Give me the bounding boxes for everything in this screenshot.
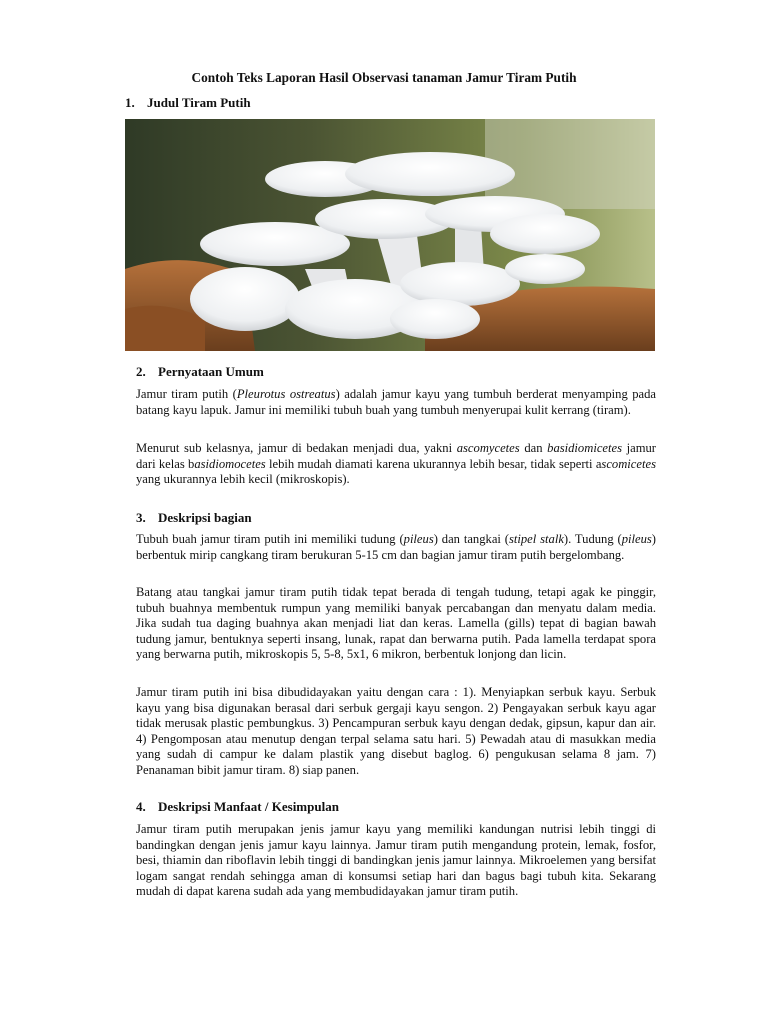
section-heading-4 (136, 799, 339, 815)
section-number: 2. (136, 364, 146, 379)
paragraph-benefits: Jamur tiram putih merupakan jenis jamur kayu yang memiliki kandungan nutrisi lebih tinggi di bandingkan dengan jenis jamur kayu lainnya. Jamur tiram putih mengandung protein, lemak, fosfor, besi, thiamin dan riboflavin lebih tinggi di bandingkan jenis jamur lainnya. Mikroelemen yang bersifat logam sangat rendah sehingga aman di konsumsi setiap hari dan bagus bagi tubuh kita. Sekarang mudah di dapat karena sudah ada yang membudidayakan jamur tiram putih. (136, 822, 656, 899)
paragraph-body-parts: Tubuh buah jamur tiram putih ini memiliki tudung (pileus) dan tangkai (stipel stalk). Tudung (pileus) berbentuk mirip cangkang tiram berukuran 5-15 cm dan bagian jamur tiram putih bergelombang. (136, 532, 656, 562)
section-heading-3 (136, 510, 252, 526)
section-number: 1. (125, 95, 135, 110)
paragraph-stem-lamella: Batang atau tangkai jamur tiram putih tidak tepat berada di tengah tudung, tetapi agak ke pinggir, tubuh buahnya membentuk rumpun yang memiliki banyak percabangan dan menyatu dalam media. Jika sudah tua daging buahnya akan menjadi liat dan keras. Lamella (gills) tepat di bagian bawah tudung jamur, bentuknya seperti insang, lunak, rapat dan berwarna putih. Pada lamella terdapat spora yang berwarna putih, mikroskopis 5, 5-8, 5x1, 6 mikron, berbentuk lonjong dan licin. (136, 585, 656, 662)
mushroom-illustration (125, 119, 655, 351)
paragraph-definition: Jamur tiram putih (Pleurotus ostreatus) adalah jamur kayu yang tumbuh berderat menyamping pada batang kayu lapuk. Jamur ini memiliki tubuh buah yang tumbuh menyerupai kulit kerrang (tiram). (136, 387, 656, 417)
oyster-mushroom-photo (125, 119, 655, 351)
section-number: 3. (136, 510, 146, 525)
section-heading-1 (125, 95, 251, 111)
section-title: Deskripsi bagian (158, 510, 252, 525)
paragraph-cultivation: Jamur tiram putih ini bisa dibudidayakan yaitu dengan cara : 1). Menyiapkan serbuk kayu. Serbuk kayu yang bisa digunakan berasal dari serbuk gergaji kayu sengon. 2) Pengayakan serbuk kayu agar tidak merusak plastic pembungkus. 3) Pencampuran serbuk kayu dengan dedak, gipsun, kapur dan air. 4) Pengomposan atau menutup dengan terpal selama satu hari. 5) Pewadah atau di masukkan media yang sudah di campur ke dalam plastik yang disebut baglog. 6) pengukusan selama 8 jam. 7) Penanaman bibit jamur tiram. 8) siap panen. (136, 685, 656, 777)
scientific-name: Pleurotus ostreatus (236, 387, 336, 401)
section-number: 4. (136, 799, 146, 814)
section-title: Pernyataan Umum (158, 364, 264, 379)
section-title: Deskripsi Manfaat / Kesimpulan (158, 799, 339, 814)
document-title: Contoh Teks Laporan Hasil Observasi tanaman Jamur Tiram Putih (191, 70, 577, 85)
section-heading-2 (136, 364, 264, 380)
section-title: Judul Tiram Putih (147, 95, 251, 110)
paragraph-classification: Menurut sub kelasnya, jamur di bedakan menjadi dua, yakni ascomycetes dan basidiomicetes jamur dari kelas basidiomocetes lebih mudah diamati karena ukurannya lebih besar, tidak seperti ascomicetes yang ukurannya lebih kecil (mikroskopis). (136, 441, 657, 487)
